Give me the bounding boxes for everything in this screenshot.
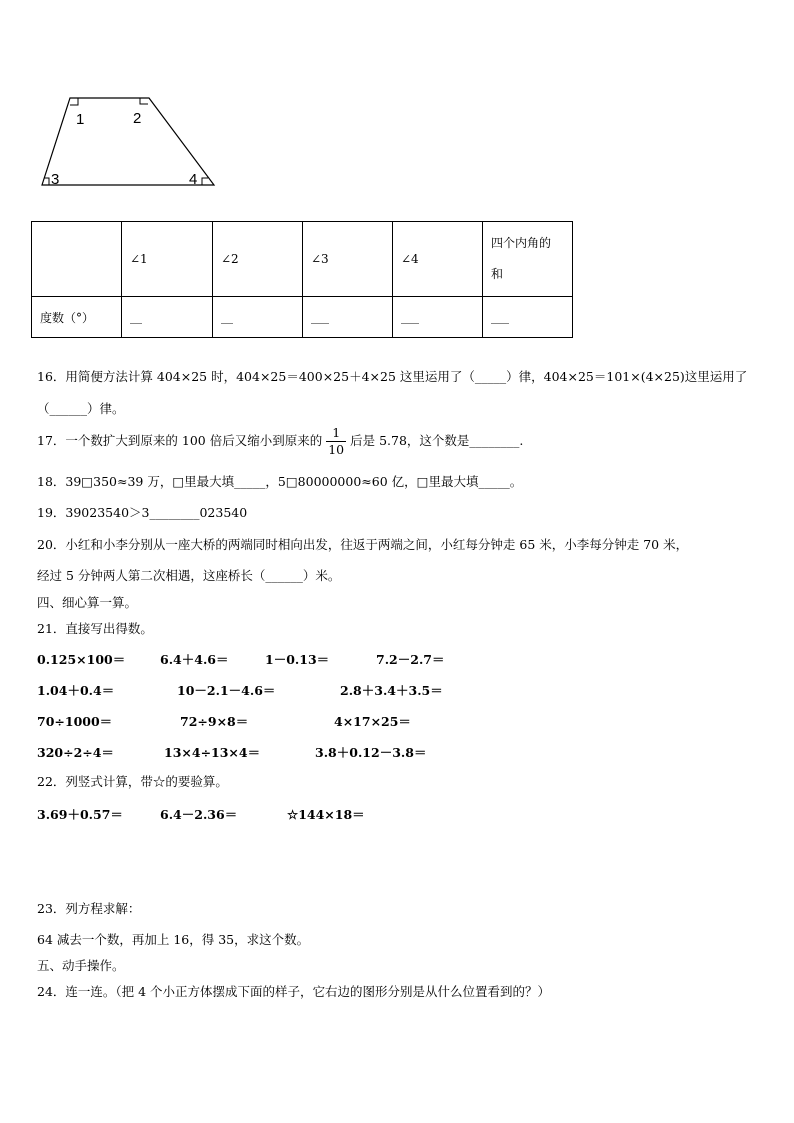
angle-label-4: 4 xyxy=(189,171,198,188)
calc-r1-c2: 6.4＋4.6＝ xyxy=(160,652,229,667)
header-sum-line2: 和 xyxy=(491,267,504,281)
vertical-calc-1: 3.69＋0.57＝ xyxy=(37,807,123,822)
question-23-text: 64 减去一个数，再加上 16，得 35，求这个数。 xyxy=(37,932,310,947)
fraction-one-tenth xyxy=(326,425,346,458)
fraction-numerator: 1 xyxy=(326,425,346,442)
angle-2-mark xyxy=(140,98,148,104)
calc-r4-c1: 320÷2÷4＝ xyxy=(37,745,114,760)
header-angle-1: ∠1 xyxy=(122,222,213,297)
blank-angle-sum[interactable]: ___ xyxy=(483,297,573,338)
row-label-degree: 度数（°） xyxy=(32,297,122,338)
header-angle-2: ∠2 xyxy=(213,222,303,297)
table-corner-cell xyxy=(32,222,122,297)
trapezoid-figure xyxy=(36,92,226,192)
calc-r2-c2: 10－2.1－4.6＝ xyxy=(177,683,276,698)
question-17-before: 17．一个数扩大到原来的 100 倍后又缩小到原来的 xyxy=(37,433,323,448)
calc-r4-c3: 3.8＋0.12－3.8＝ xyxy=(315,745,427,760)
vertical-calc-3: ☆144×18＝ xyxy=(287,807,365,822)
question-21-title: 21．直接写出得数。 xyxy=(37,621,153,636)
table-degree-row xyxy=(32,297,573,338)
angle-label-1: 1 xyxy=(76,111,85,128)
table-header-row xyxy=(32,222,573,297)
question-17-after: 后是 5.78，这个数是________. xyxy=(350,433,524,448)
question-20-line1: 20．小红和小李分别从一座大桥的两端同时相向出发，往返于两端之间，小红每分钟走 65 米，小李每分钟走 70 米， xyxy=(37,537,689,552)
section-4-heading: 四、细心算一算。 xyxy=(37,595,138,610)
calc-r3-c2: 72÷9×8＝ xyxy=(180,714,249,729)
angle-label-2: 2 xyxy=(133,110,142,127)
calc-r4-c2: 13×4÷13×4＝ xyxy=(164,745,261,760)
angle-table xyxy=(31,221,573,338)
vertical-calc-2: 6.4－2.36＝ xyxy=(160,807,238,822)
calc-r1-c3: 1－0.13＝ xyxy=(265,652,330,667)
fraction-denominator: 10 xyxy=(328,442,345,457)
blank-angle-2[interactable]: __ xyxy=(213,297,303,338)
section-5-heading: 五、动手操作。 xyxy=(37,958,125,973)
question-16-line1: 16．用简便方法计算 404×25 时，404×25＝400×25＋4×25 这里运用了（_____）律，404×25＝101×(4×25)这里运用了 xyxy=(37,369,748,384)
angle-label-3: 3 xyxy=(51,171,60,188)
angle-3-mark xyxy=(44,178,49,185)
angle-4-mark xyxy=(202,178,208,185)
header-angle-3: ∠3 xyxy=(303,222,393,297)
blank-angle-3[interactable]: ___ xyxy=(303,297,393,338)
angle-1-mark xyxy=(70,98,78,105)
calc-r1-c1: 0.125×100＝ xyxy=(37,652,126,667)
question-16-line2: （______）律。 xyxy=(37,401,125,416)
calc-r3-c3: 4×17×25＝ xyxy=(334,714,411,729)
question-20-line2: 经过 5 分钟两人第二次相遇，这座桥长（______）米。 xyxy=(37,568,341,583)
question-17 xyxy=(37,424,523,458)
header-sum xyxy=(483,222,573,297)
question-19: 19．39023540＞3________023540 xyxy=(37,505,248,520)
question-24: 24．连一连。（把 4 个小正方体摆成下面的样子，它右边的图形分别是从什么位置看到的？） xyxy=(37,984,551,999)
blank-angle-1[interactable]: __ xyxy=(122,297,213,338)
question-23-title: 23．列方程求解： xyxy=(37,901,141,916)
header-angle-4: ∠4 xyxy=(393,222,483,297)
blank-angle-4[interactable]: ___ xyxy=(393,297,483,338)
question-22-title: 22．列竖式计算，带☆的要验算。 xyxy=(37,774,228,789)
calc-r3-c1: 70÷1000＝ xyxy=(37,714,113,729)
calc-r1-c4: 7.2－2.7＝ xyxy=(376,652,445,667)
calc-r2-c3: 2.8＋3.4＋3.5＝ xyxy=(340,683,443,698)
question-18: 18．39□350≈39 万，□里最大填_____，5□80000000≈60 亿，□里最大填_____。 xyxy=(37,474,523,489)
calc-r2-c1: 1.04＋0.4＝ xyxy=(37,683,115,698)
header-sum-line1: 四个内角的 xyxy=(491,236,552,250)
